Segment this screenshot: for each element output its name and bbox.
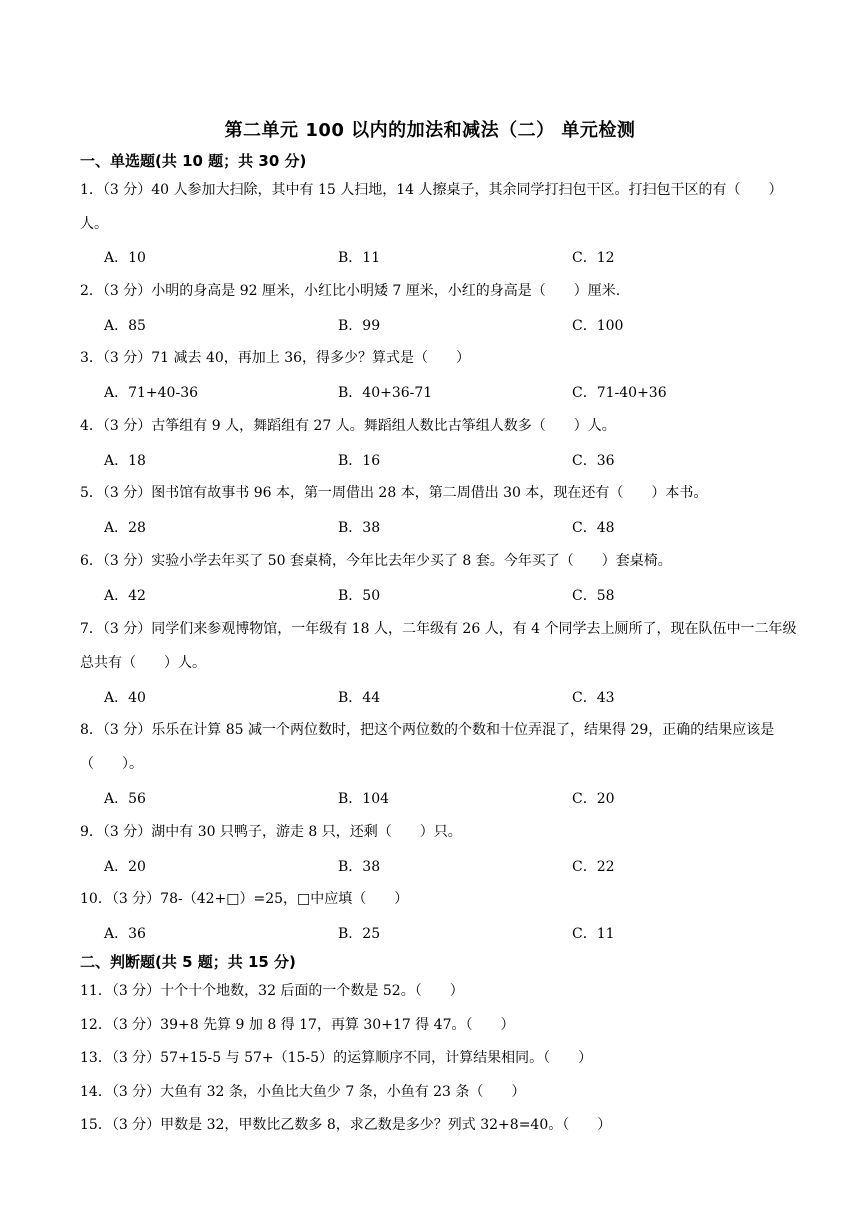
option-c[interactable]: C．100 [572,318,624,334]
options-7 [104,687,804,709]
options-6 [104,585,804,607]
option-b[interactable]: B．25 [338,926,381,942]
question-10: 10．（3 分）78-（42+□）=25，□中应填（ ） [80,891,409,907]
options-2 [104,315,804,337]
option-c[interactable]: C．11 [572,926,615,942]
option-a[interactable]: A．10 [104,250,146,266]
question-1: 1．（3 分）40 人参加大扫除，其中有 15 人扫地，14 人擦桌子，其余同学打扫包干区。打扫包干区的有（ ）人。 [80,182,783,232]
option-b[interactable]: B．44 [338,690,381,706]
question-13: 13．（3 分）57+15-5 与 57+（15-5）的运算顺序不同，计算结果相同。（ ） [80,1050,593,1066]
option-b[interactable]: B．38 [338,859,381,875]
option-a[interactable]: A．20 [104,859,146,875]
option-b[interactable]: B．50 [338,588,381,604]
option-a[interactable]: A．28 [104,520,146,536]
question-3: 3．（3 分）71 减去 40，再加上 36，得多少？算式是（ ） [80,350,471,366]
option-a[interactable]: A．18 [104,453,146,469]
options-1 [104,247,804,269]
options-4 [104,450,804,472]
options-9 [104,856,804,878]
option-a[interactable]: A．71+40-36 [104,385,199,401]
question-5: 5．（3 分）图书馆有故事书 96 本，第一周借出 28 本，第二周借出 30 本，现在还有（ ）本书。 [80,485,708,501]
option-a[interactable]: A．40 [104,690,146,706]
option-b[interactable]: B．40+36-71 [338,385,433,401]
question-14: 14．（3 分）大鱼有 32 条，小鱼比大鱼少 7 条，小鱼有 23 条（ ） [80,1084,526,1100]
question-2: 2．（3 分）小明的身高是 92 厘米，小红比小明矮 7 厘米，小红的身高是（ ）厘米. [80,283,621,299]
option-b[interactable]: B．11 [338,250,381,266]
question-6: 6．（3 分）实验小学去年买了 50 套桌椅，今年比去年少买了 8 套。今年买了（ ）套桌椅。 [80,553,672,569]
options-10 [104,923,804,945]
question-15: 15．（3 分）甲数是 32，甲数比乙数多 8，求乙数是多少？列式 32+8=40。（ ） [80,1117,612,1133]
options-5 [104,517,804,539]
question-11: 11．（3 分）十个十个地数，32 后面的一个数是 52。（ ） [80,983,464,999]
option-b[interactable]: B．104 [338,791,390,807]
option-c[interactable]: C．22 [572,859,615,875]
section-heading-single-choice: 一、单选题(共 10 题；共 30 分) [80,152,307,170]
question-7: 7．（3 分）同学们来参观博物馆，一年级有 18 人，二年级有 26 人，有 4 个同学去上厕所了，现在队伍中一二年级总共有（ ）人。 [80,621,797,671]
option-c[interactable]: C．20 [572,791,615,807]
option-c[interactable]: C．71-40+36 [572,385,667,401]
option-a[interactable]: A．85 [104,318,146,334]
option-b[interactable]: B．99 [338,318,381,334]
question-4: 4．（3 分）古筝组有 9 人，舞蹈组有 27 人。舞蹈组人数比古筝组人数多（ ）人。 [80,418,616,434]
options-3 [104,382,804,404]
option-c[interactable]: C．48 [572,520,615,536]
option-b[interactable]: B．16 [338,453,381,469]
option-a[interactable]: A．42 [104,588,146,604]
section-heading-true-false: 二、判断题(共 5 题；共 15 分) [80,953,296,971]
question-12: 12．（3 分）39+8 先算 9 加 8 得 17，再算 30+17 得 47。（ ） [80,1017,515,1033]
option-c[interactable]: C．12 [572,250,615,266]
options-8 [104,788,804,810]
option-b[interactable]: B．38 [338,520,381,536]
option-a[interactable]: A．36 [104,926,146,942]
option-c[interactable]: C．58 [572,588,615,604]
option-a[interactable]: A．56 [104,791,146,807]
option-c[interactable]: C．43 [572,690,615,706]
page-title: 第二单元 100 以内的加法和减法（二） 单元检测 [224,120,636,141]
option-c[interactable]: C．36 [572,453,615,469]
question-9: 9．（3 分）湖中有 30 只鸭子，游走 8 只，还剩（ ）只。 [80,824,462,840]
question-8: 8．（3 分）乐乐在计算 85 减一个两位数时，把这个两位数的个数和十位弄混了，结果得 29，正确的结果应该是（ ）。 [80,722,775,772]
